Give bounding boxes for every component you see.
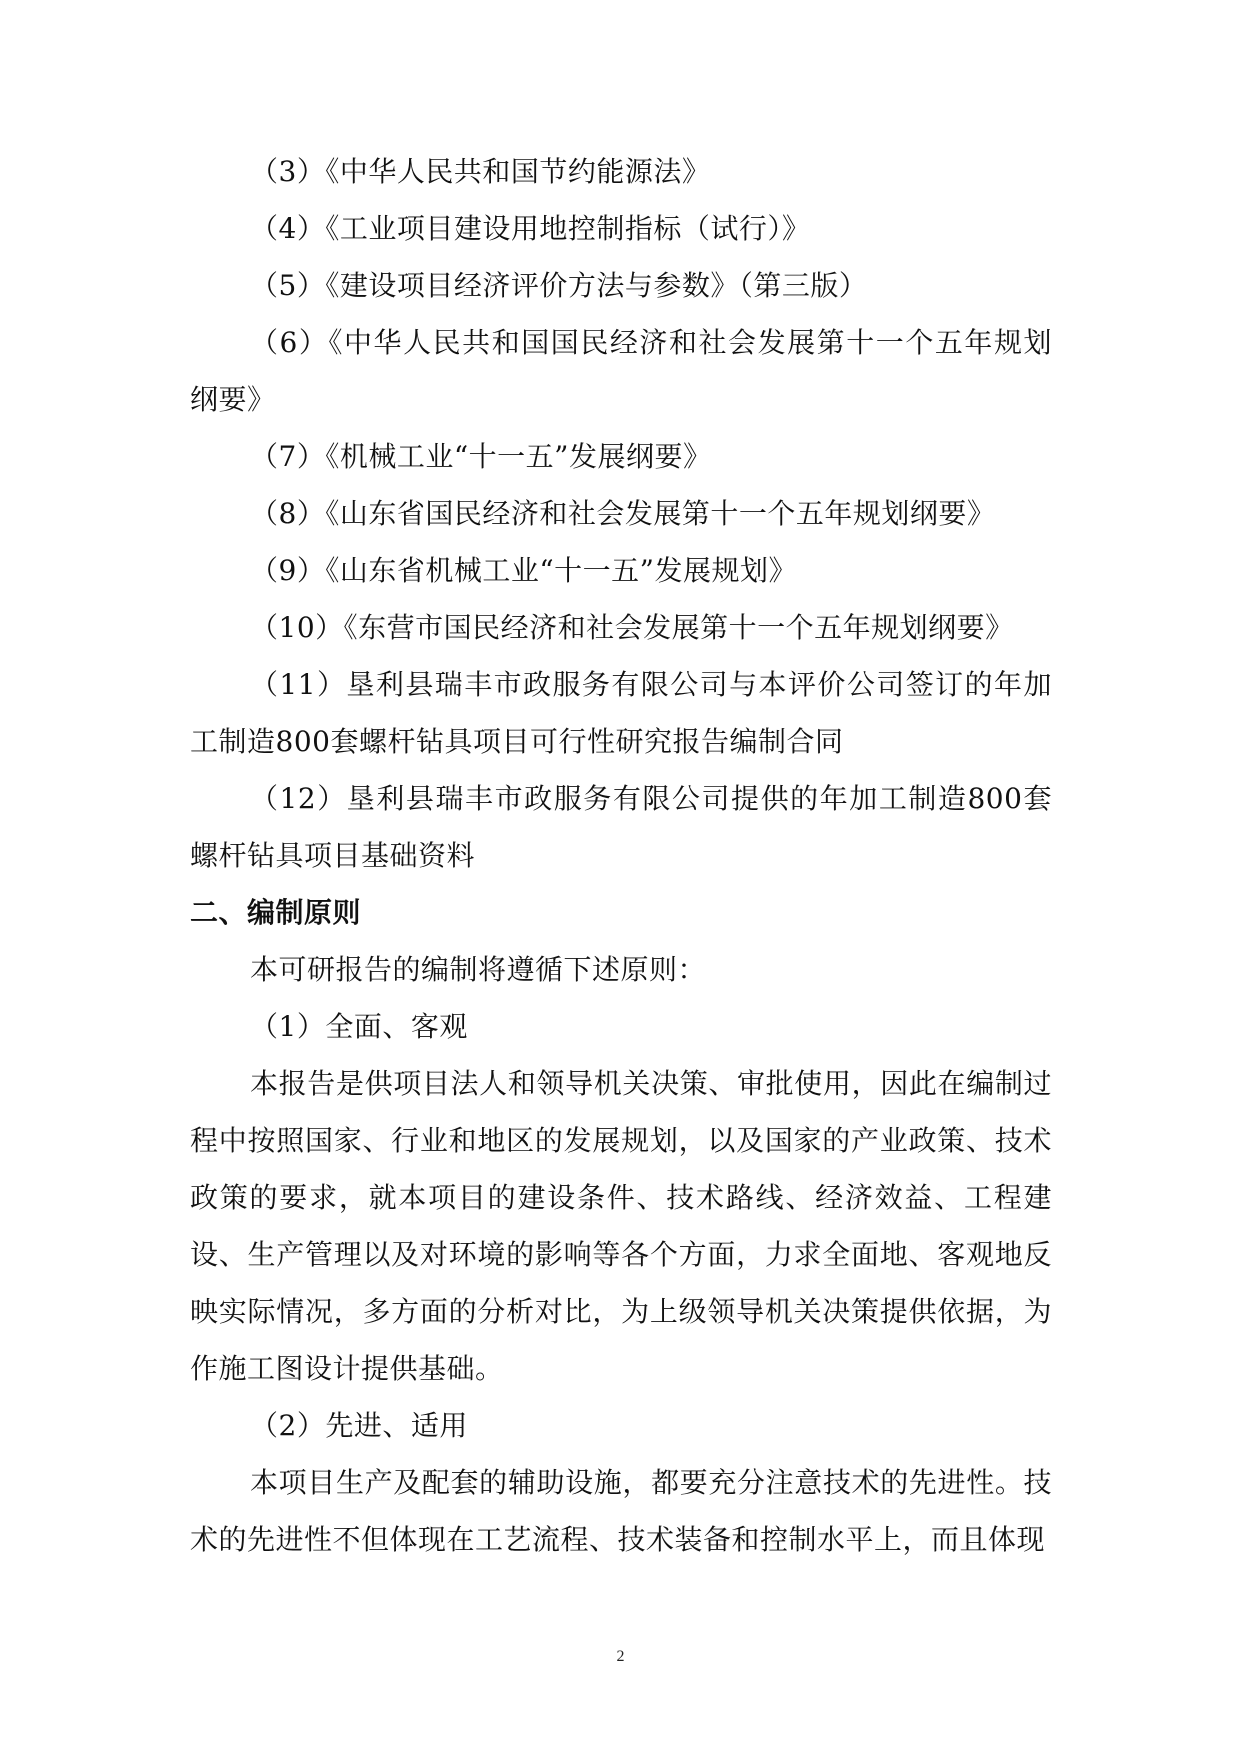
principle-1-body: 本报告是供项目法人和领导机关决策、审批使用，因此在编制过程中按照国家、行业和地区的发展规划，以及国家的产业政策、技术政策的要求，就本项目的建设条件、技术路线、经济效益、工程建设、生产管理以及对环境的影响等各个方面，力求全面地、客观地反映实际情况，多方面的分析对比，为上级领导机关决策提供依据，为作施工图设计提供基础。 [190, 1067, 1052, 1385]
principle-2-title: （2）先进、适用 [250, 1409, 468, 1442]
page-number: 2 [616, 1648, 625, 1665]
reference-item: （4）《工业项目建设用地控制指标（试行）》 [250, 212, 811, 245]
reference-item: （12）垦利县瑞丰市政服务有限公司提供的年加工制造800套螺杆钻具项目基础资料 [190, 782, 1052, 872]
principle-2-body: 本项目生产及配套的辅助设施，都要充分注意技术的先进性。技术的先进性不但体现在工艺流程、技术装备和控制水平上，而且体现 [190, 1466, 1052, 1556]
page-content [190, 143, 1052, 1568]
reference-item: （10）《东营市国民经济和社会发展第十一个五年规划纲要》 [250, 611, 1014, 644]
reference-item: （6）《中华人民共和国国民经济和社会发展第十一个五年规划纲要》 [190, 326, 1052, 416]
section-heading: 二、编制原则 [190, 896, 362, 929]
reference-item: （8）《山东省国民经济和社会发展第十一个五年规划纲要》 [250, 497, 996, 530]
reference-item: （11）垦利县瑞丰市政服务有限公司与本评价公司签订的年加工制造800套螺杆钻具项目可行性研究报告编制合同 [190, 668, 1052, 758]
reference-item: （9）《山东省机械工业“十一五”发展规划》 [250, 554, 797, 587]
reference-item: （5）《建设项目经济评价方法与参数》（第三版） [250, 269, 868, 302]
section-intro: 本可研报告的编制将遵循下述原则： [250, 953, 707, 986]
reference-item: （3）《中华人民共和国节约能源法》 [250, 155, 711, 188]
reference-item: （7）《机械工业“十一五”发展纲要》 [250, 440, 712, 473]
principle-1-title: （1）全面、客观 [250, 1010, 468, 1043]
